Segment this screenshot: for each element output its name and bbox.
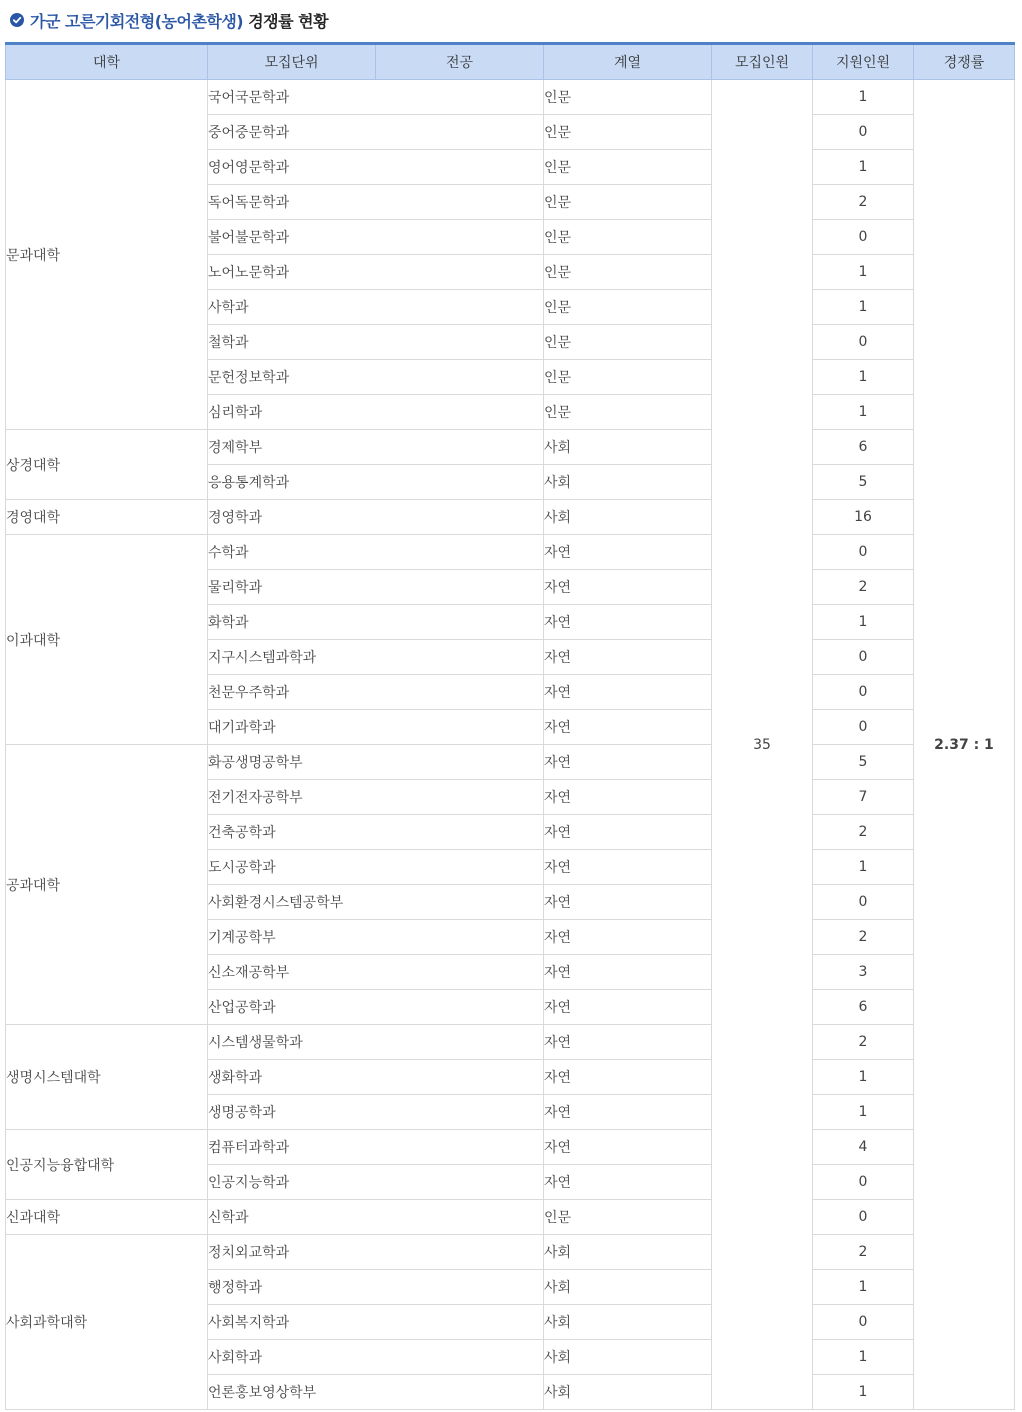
field-cell: 자연 (544, 850, 712, 885)
college-name: 경영대학 (6, 500, 208, 535)
header-college: 대학 (6, 44, 208, 80)
applicants-cell: 16 (813, 500, 914, 535)
table-header-row (6, 44, 1015, 80)
field-cell: 자연 (544, 1025, 712, 1060)
field-cell: 자연 (544, 885, 712, 920)
applicants-cell: 1 (813, 1060, 914, 1095)
title-rest: 경쟁률 현황 (243, 11, 329, 31)
applicants-cell: 2 (813, 570, 914, 605)
applicants-cell: 0 (813, 115, 914, 150)
field-cell: 인문 (544, 1200, 712, 1235)
college-name: 생명시스템대학 (6, 1025, 208, 1130)
field-cell: 자연 (544, 570, 712, 605)
field-cell: 인문 (544, 185, 712, 220)
field-cell: 자연 (544, 1130, 712, 1165)
field-cell: 사회 (544, 465, 712, 500)
title-highlight: 가군 고른기회전형(농어촌학생) (30, 11, 244, 31)
applicants-cell: 1 (813, 80, 914, 115)
header-rate: 경쟁률 (914, 44, 1015, 80)
unit-name: 심리학과 (208, 395, 544, 430)
unit-name: 신소재공학부 (208, 955, 544, 990)
applicants-cell: 1 (813, 360, 914, 395)
unit-name: 천문우주학과 (208, 675, 544, 710)
unit-name: 언론홍보영상학부 (208, 1375, 544, 1410)
field-cell: 자연 (544, 745, 712, 780)
unit-name: 건축공학과 (208, 815, 544, 850)
applicants-cell: 3 (813, 955, 914, 990)
unit-name: 사회복지학과 (208, 1305, 544, 1340)
unit-name: 시스템생물학과 (208, 1025, 544, 1060)
field-cell: 사회 (544, 430, 712, 465)
applicants-cell: 5 (813, 745, 914, 780)
unit-name: 영어영문학과 (208, 150, 544, 185)
table-row (6, 500, 1015, 535)
unit-name: 지구시스템과학과 (208, 640, 544, 675)
unit-name: 경제학부 (208, 430, 544, 465)
unit-name: 국어국문학과 (208, 80, 544, 115)
field-cell: 자연 (544, 535, 712, 570)
header-unit: 모집단위 (208, 44, 376, 80)
unit-name: 전기전자공학부 (208, 780, 544, 815)
field-cell: 자연 (544, 675, 712, 710)
unit-name: 생명공학과 (208, 1095, 544, 1130)
field-cell: 인문 (544, 360, 712, 395)
field-cell: 사회 (544, 1270, 712, 1305)
table-row (6, 745, 1015, 780)
applicants-cell: 1 (813, 1375, 914, 1410)
field-cell: 인문 (544, 80, 712, 115)
applicants-cell: 0 (813, 710, 914, 745)
unit-name: 행정학과 (208, 1270, 544, 1305)
table-row (6, 1200, 1015, 1235)
applicants-cell: 1 (813, 395, 914, 430)
field-cell: 자연 (544, 955, 712, 990)
table-body (6, 80, 1015, 1410)
field-cell: 자연 (544, 1060, 712, 1095)
unit-name: 불어불문학과 (208, 220, 544, 255)
applicants-cell: 4 (813, 1130, 914, 1165)
applicants-cell: 1 (813, 255, 914, 290)
field-cell: 인문 (544, 220, 712, 255)
field-cell: 사회 (544, 1340, 712, 1375)
applicants-cell: 2 (813, 185, 914, 220)
rate-cell: 2.37 : 1 (914, 80, 1015, 1410)
unit-name: 물리학과 (208, 570, 544, 605)
applicants-cell: 0 (813, 675, 914, 710)
field-cell: 자연 (544, 640, 712, 675)
college-name: 이과대학 (6, 535, 208, 745)
field-cell: 인문 (544, 395, 712, 430)
unit-name: 철학과 (208, 325, 544, 360)
unit-name: 산업공학과 (208, 990, 544, 1025)
field-cell: 자연 (544, 1165, 712, 1200)
applicants-cell: 0 (813, 535, 914, 570)
unit-name: 화학과 (208, 605, 544, 640)
field-cell: 인문 (544, 255, 712, 290)
applicants-cell: 0 (813, 1165, 914, 1200)
applicants-cell: 1 (813, 150, 914, 185)
table-row (6, 1025, 1015, 1060)
applicants-cell: 5 (813, 465, 914, 500)
table-row (6, 1235, 1015, 1270)
competition-rate-table (5, 42, 1015, 1410)
header-quota: 모집인원 (712, 44, 813, 80)
field-cell: 자연 (544, 990, 712, 1025)
unit-name: 응용통계학과 (208, 465, 544, 500)
unit-name: 독어독문학과 (208, 185, 544, 220)
field-cell: 인문 (544, 115, 712, 150)
applicants-cell: 2 (813, 1025, 914, 1060)
field-cell: 자연 (544, 815, 712, 850)
applicants-cell: 1 (813, 1340, 914, 1375)
applicants-cell: 1 (813, 1270, 914, 1305)
applicants-cell: 7 (813, 780, 914, 815)
header-major: 전공 (376, 44, 544, 80)
college-name: 상경대학 (6, 430, 208, 500)
applicants-cell: 1 (813, 605, 914, 640)
field-cell: 인문 (544, 150, 712, 185)
unit-name: 사회환경시스템공학부 (208, 885, 544, 920)
applicants-cell: 1 (813, 850, 914, 885)
applicants-cell: 1 (813, 1095, 914, 1130)
applicants-cell: 0 (813, 1200, 914, 1235)
unit-name: 기계공학부 (208, 920, 544, 955)
unit-name: 컴퓨터과학과 (208, 1130, 544, 1165)
unit-name: 생화학과 (208, 1060, 544, 1095)
quota-cell: 35 (712, 80, 813, 1410)
applicants-cell: 0 (813, 325, 914, 360)
field-cell: 자연 (544, 605, 712, 640)
college-name: 신과대학 (6, 1200, 208, 1235)
applicants-cell: 6 (813, 990, 914, 1025)
college-name: 공과대학 (6, 745, 208, 1025)
unit-name: 대기과학과 (208, 710, 544, 745)
unit-name: 경영학과 (208, 500, 544, 535)
college-name: 사회과학대학 (6, 1235, 208, 1410)
check-circle-icon (10, 13, 24, 27)
table-row (6, 535, 1015, 570)
unit-name: 도시공학과 (208, 850, 544, 885)
applicants-cell: 1 (813, 290, 914, 325)
header-field: 계열 (544, 44, 712, 80)
applicants-cell: 0 (813, 1305, 914, 1340)
applicants-cell: 0 (813, 640, 914, 675)
field-cell: 사회 (544, 1235, 712, 1270)
field-cell: 인문 (544, 325, 712, 360)
unit-name: 노어노문학과 (208, 255, 544, 290)
table-row (6, 80, 1015, 115)
unit-name: 인공지능학과 (208, 1165, 544, 1200)
field-cell: 자연 (544, 780, 712, 815)
field-cell: 자연 (544, 920, 712, 955)
applicants-cell: 2 (813, 815, 914, 850)
field-cell: 자연 (544, 710, 712, 745)
unit-name: 화공생명공학부 (208, 745, 544, 780)
unit-name: 문헌정보학과 (208, 360, 544, 395)
table-row (6, 430, 1015, 465)
unit-name: 수학과 (208, 535, 544, 570)
field-cell: 사회 (544, 1305, 712, 1340)
table-row (6, 1130, 1015, 1165)
applicants-cell: 0 (813, 220, 914, 255)
college-name: 인공지능융합대학 (6, 1130, 208, 1200)
unit-name: 사회학과 (208, 1340, 544, 1375)
header-applicants: 지원인원 (813, 44, 914, 80)
unit-name: 신학과 (208, 1200, 544, 1235)
applicants-cell: 0 (813, 885, 914, 920)
applicants-cell: 6 (813, 430, 914, 465)
unit-name: 사학과 (208, 290, 544, 325)
applicants-cell: 2 (813, 1235, 914, 1270)
field-cell: 사회 (544, 1375, 712, 1410)
college-name: 문과대학 (6, 80, 208, 430)
applicants-cell: 2 (813, 920, 914, 955)
unit-name: 중어중문학과 (208, 115, 544, 150)
section-title (10, 6, 328, 34)
field-cell: 사회 (544, 500, 712, 535)
unit-name: 정치외교학과 (208, 1235, 544, 1270)
field-cell: 인문 (544, 290, 712, 325)
field-cell: 자연 (544, 1095, 712, 1130)
